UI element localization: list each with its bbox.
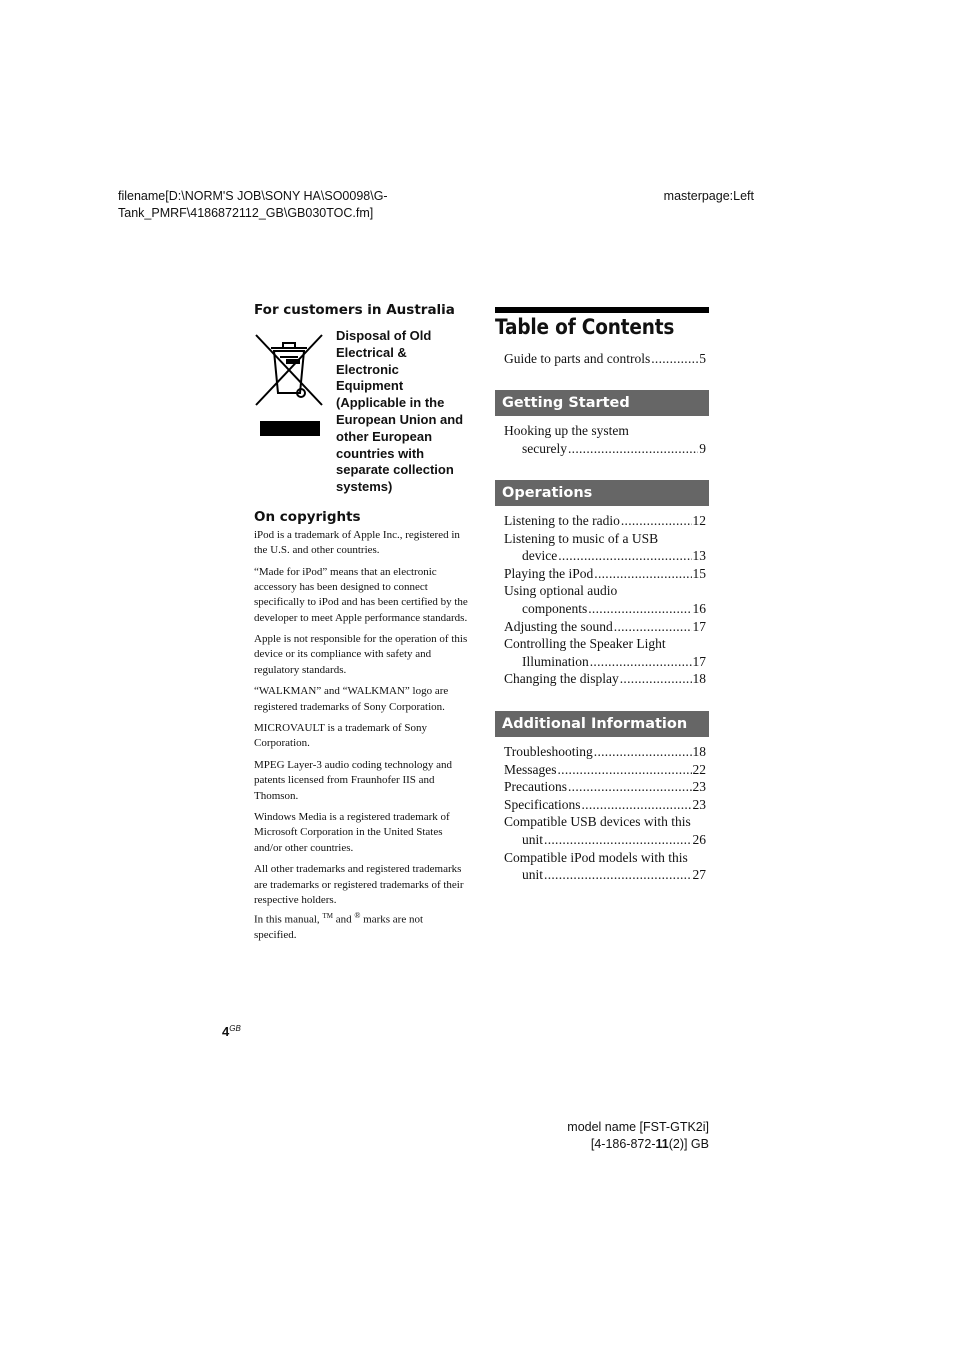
toc-entry[interactable] — [504, 670, 706, 688]
toc-entry[interactable] — [504, 813, 706, 848]
toc-entry[interactable] — [504, 530, 706, 565]
toc-entry-page: 5 — [699, 351, 706, 366]
crossed-out-wheeled-bin-icon — [254, 333, 324, 437]
toc-entry-label: Guide to parts and controls — [504, 351, 651, 366]
toc-intro-list — [504, 350, 706, 368]
toc-entry-label: Compatible USB devices with this — [504, 814, 691, 830]
registered-symbol: ® — [354, 910, 361, 920]
toc-entry-label-cont: components — [522, 600, 588, 616]
copyright-paragraph: All other trademarks and registered trademarks are trademarks or registered trademarks of their respective holders. — [254, 863, 464, 906]
toc-entry[interactable] — [504, 778, 706, 796]
toc-entry-page: 15 — [692, 565, 706, 581]
toc-entry[interactable] — [504, 743, 706, 761]
trademark-note-part: In this manual, — [254, 913, 323, 926]
toc-operations-list — [504, 512, 706, 688]
model-code-part: (2)] GB — [668, 1137, 709, 1151]
toc-entry-label: Adjusting the sound — [504, 618, 613, 634]
toc-entry-label: Listening to music of a USB — [504, 530, 659, 546]
toc-entry-page: 26 — [692, 831, 706, 847]
model-code — [520, 1136, 709, 1153]
masterpage-label: masterpage:Left — [663, 189, 754, 203]
toc-entry-label: Controlling the Speaker Light — [504, 636, 666, 652]
toc-getting-started-list — [504, 422, 706, 457]
toc-entry-label: Using optional audio — [504, 583, 618, 599]
copyright-paragraph: “WALKMAN” and “WALKMAN” logo are registered trademarks of Sony Corporation. — [254, 685, 449, 713]
copyright-paragraph: Apple is not responsible for the operation of this device or its compliance with safety and regulatory standards. — [254, 633, 468, 676]
toc-entry[interactable] — [504, 422, 706, 457]
australia-heading: For customers in Australia — [254, 302, 455, 318]
toc-entry-page: 22 — [692, 761, 706, 777]
toc-entry-page: 18 — [692, 744, 706, 759]
toc-entry-page: 23 — [692, 796, 706, 812]
toc-entry-page: 23 — [692, 779, 706, 795]
page-number-value: 4 — [222, 1024, 230, 1039]
toc-entry-page: 9 — [699, 440, 706, 456]
toc-entry-label: Listening to the radio — [504, 513, 620, 528]
filename-line-2: Tank_PMRF\4186872112_GB\GB030TOC.fm] — [118, 206, 374, 220]
toc-entry-label: Playing the iPod — [504, 565, 594, 581]
toc-entry-label-cont: unit — [522, 831, 544, 847]
toc-entry[interactable] — [504, 512, 706, 530]
toc-entry-page: 13 — [692, 548, 706, 564]
toc-entry-label: Messages — [504, 761, 557, 777]
toc-entry-label: Precautions — [504, 779, 567, 795]
toc-additional-information-list — [504, 743, 706, 884]
model-name: model name [FST-GTK2i] — [567, 1120, 709, 1134]
filename-line-1: filename[D:\NORM'S JOB\SONY HA\SO0098\G- — [118, 189, 388, 203]
toc-entry[interactable] — [504, 618, 706, 636]
model-code-part: [4-186-872- — [590, 1137, 656, 1151]
trademark-note-part: marks are not specified. — [254, 913, 424, 941]
toc-entry[interactable] — [504, 582, 706, 617]
toc-top-rule — [495, 307, 709, 313]
section-heading-getting-started: Getting Started — [495, 390, 709, 416]
copyright-paragraph: iPod is a trademark of Apple Inc., registered in the U.S. and other countries. — [254, 529, 460, 557]
toc-entry-label: Troubleshooting — [504, 744, 593, 759]
toc-entry-label: Compatible iPod models with this — [504, 849, 688, 865]
tm-symbol: TM — [322, 911, 333, 920]
toc-entry-label-cont: securely — [522, 440, 567, 456]
section-heading-additional-information: Additional Information — [495, 711, 709, 737]
toc-entry[interactable] — [504, 761, 706, 779]
section-heading-operations: Operations — [495, 480, 709, 506]
model-footer — [520, 1119, 709, 1153]
toc-entry-page: 17 — [692, 653, 706, 669]
copyright-paragraph: MICROVAULT is a trademark of Sony Corporation. — [254, 722, 428, 750]
copyright-paragraph: MPEG Layer-3 audio coding technology and patents licensed from Fraunhofer IIS and Thomson. — [254, 759, 453, 802]
weee-disposal-notice: Disposal of Old Electrical & Electronic Equipment (Applicable in the European Union and other European countries with separate collection systems) — [336, 328, 464, 495]
copyright-paragraph: Windows Media is a registered trademark of Microsoft Corporation in the United States and/or other countries. — [254, 811, 450, 854]
toc-entry-page: 27 — [692, 867, 706, 883]
toc-entry[interactable] — [504, 565, 706, 583]
toc-entry[interactable] — [504, 635, 706, 670]
toc-entry-label: Changing the display — [504, 671, 619, 687]
toc-entry-label-cont: Illumination — [522, 653, 589, 669]
toc-entry[interactable] — [504, 796, 706, 814]
toc-entry-page: 12 — [692, 513, 706, 528]
copyright-paragraph: “Made for iPod” means that an electronic accessory has been designed to connect specifically to iPod and has been certified by the developer to meet Apple performance standards. — [254, 565, 468, 624]
toc-entry-page: 16 — [692, 600, 706, 616]
toc-entry[interactable] — [504, 350, 706, 368]
toc-entry-page: 17 — [692, 618, 706, 634]
toc-entry-label-cont: unit — [522, 867, 544, 883]
page-number — [222, 1024, 241, 1039]
trademark-note — [254, 908, 468, 943]
trademark-note-part: and — [332, 913, 355, 926]
page-number-suffix: GB — [229, 1024, 241, 1033]
toc-entry-label: Specifications — [504, 796, 581, 812]
toc-entry-label-cont: device — [522, 548, 558, 564]
toc-entry-page: 18 — [692, 671, 706, 687]
toc-entry[interactable] — [504, 849, 706, 884]
toc-entry-label: Hooking up the system — [504, 423, 629, 438]
copyrights-body — [254, 528, 468, 950]
toc-title: Table of Contents — [495, 315, 675, 339]
copyrights-heading: On copyrights — [254, 509, 361, 525]
model-code-revision: 11 — [655, 1137, 669, 1151]
filename-header — [118, 188, 438, 222]
